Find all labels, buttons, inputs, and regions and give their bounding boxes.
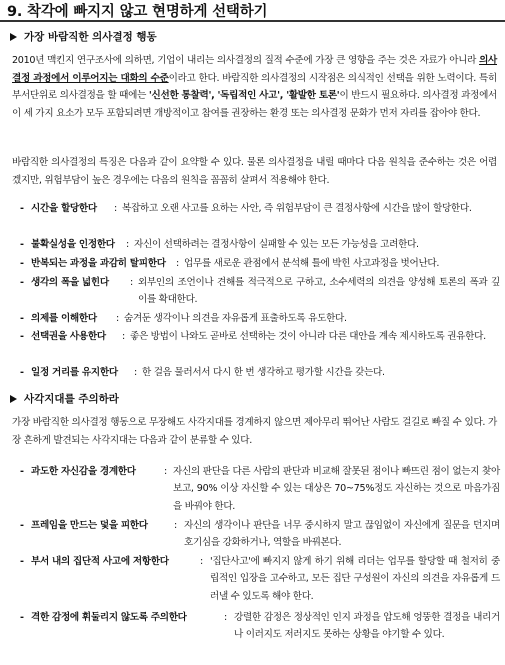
- title-underline: [0, 20, 505, 22]
- section-heading-text: 사각지대를 주의하라: [24, 393, 119, 405]
- item-label: 불확실성을 인정한다: [31, 239, 115, 250]
- item-label: 선택권을 사용한다: [31, 331, 106, 342]
- item-description: 자신의 생각이나 판단을 너무 중시하지 말고 끊임없이 자신에게 질문을 던지며 호기심을 강화하거나, 역할을 바꿔본다.: [184, 520, 500, 549]
- section-heading-blind-spots: [10, 391, 119, 406]
- triangle-bullet-icon: [10, 33, 17, 41]
- intro-paragraph: [12, 52, 497, 122]
- item-label: 과도한 자신감을 경계한다: [31, 466, 136, 477]
- item-description: 한 걸음 물러서서 다시 한 번 생각하고 평가할 시간을 갖는다.: [142, 367, 385, 378]
- item-label: 일정 거리를 유지한다: [31, 367, 118, 378]
- item-label: 프레임을 만드는 덫을 피한다: [31, 520, 148, 531]
- section-heading-best-practice: [10, 29, 157, 44]
- item-label: 의제를 이해한다: [31, 313, 97, 324]
- item-label: 부서 내의 집단적 사고에 저항한다: [31, 556, 169, 567]
- paragraph-run: 2010년 맥킨지 연구조사에 의하면, 기업이 내리는 의사결정의 질적 수준에 가장 큰 영향을 주는 것은 자료가 아니라: [12, 55, 480, 66]
- item-description: 좋은 방법이 나와도 곧바로 선택하는 것이 아니라 다른 대안을 계속 제시하도록 권유한다.: [130, 331, 486, 342]
- item-label: 격한 감정에 휘둘리지 않도록 주의한다: [31, 612, 187, 623]
- item-description: '집단사고'에 빠지지 않게 하기 위해 리더는 업무를 할당할 때 철저히 중립적인 입장을 고수하고, 모든 집단 구성원이 자신의 의견을 자유롭게 드러낼 수 있도록 해야 한다.: [210, 556, 500, 602]
- paragraph-run: 이라고 한다. 바람직한 의사결정의 시작점은 의식적인 선택을 위한 노력이다. 특히 부서단위로 의사결정을 할 때에는: [12, 72, 497, 102]
- section-heading-text: 가장 바람직한 의사결정 행동: [24, 31, 157, 43]
- item-description: 자신이 선택하려는 결정사항이 실패할 수 있는 모든 가능성을 고려한다.: [134, 239, 419, 250]
- page-title: 9. 착각에 빠지지 않고 현명하게 선택하기: [7, 4, 268, 20]
- paragraph-run: 이 반드시 필요하다. 의사결정 과정에서 이 세 가지 요소가 모두 포함되려면 개방적이고 참여를 권장하는 환경 또는 의사결정 문화가 먼저 자리를 잡아야 한다.: [12, 90, 498, 119]
- item-label: 생각의 폭을 넓힌다: [31, 277, 109, 288]
- blind-spot-intro-paragraph: 가장 바람직한 의사결정 행동으로 무장해도 사각지대를 경계하지 않으면 제아무리 뛰어난 사람도 걸길로 빠질 수 있다. 가장 흔하게 발견되는 사각지대는 다음과 같이 분류할 수 있다.: [12, 417, 497, 446]
- item-description: 업무를 새로운 관점에서 분석해 틀에 박힌 사고과정을 벗어난다.: [184, 258, 440, 269]
- item-description: 강렬한 감정은 정상적인 인지 과정을 압도해 엉뚱한 결정을 내리거나 이러지도 저러지도 못하는 상황을 야기할 수 있다.: [234, 612, 500, 641]
- item-label: 반복되는 과정을 과감히 탈피한다: [31, 258, 166, 269]
- item-description: 숨겨둔 생각이나 의견을 자유롭게 표출하도록 유도한다.: [124, 313, 347, 324]
- item-description: 외부인의 조언이나 견해를 적극적으로 구하고, 소수세력의 의견을 양성해 토론의 폭과 깊이를 확대한다.: [138, 277, 500, 306]
- paragraph-run: 의사결정 과정에서 이루어지는 대화의 수준: [12, 55, 497, 84]
- item-description: 복잡하고 오랜 사고를 요하는 사안, 즉 위험부담이 큰 결정사항에 시간을 많이 할당한다.: [122, 203, 472, 214]
- item-label: 시간을 할당한다: [31, 203, 97, 214]
- summary-paragraph: 바람직한 의사결정의 특징은 다음과 같이 요약할 수 있다. 물론 의사결정을 내릴 때마다 다음 원칙을 준수하는 것은 어렵겠지만, 위험부담이 높은 경우에는 다음의 원칙을 꼼꼼히 살펴서 적용해야 한다.: [12, 157, 497, 186]
- paragraph-run: '신선한 통찰력', '독립적인 사고', '활발한 토론': [148, 90, 340, 102]
- triangle-bullet-icon: [10, 395, 17, 403]
- item-description: 자신의 판단을 다른 사람의 판단과 비교해 잘못된 점이나 빠뜨린 점이 없는지 찾아보고, 90% 이상 자신할 수 있는 대상은 70~75%정도 자신하는 것으로 마음가짐을 바꿔야 한다.: [173, 466, 500, 512]
